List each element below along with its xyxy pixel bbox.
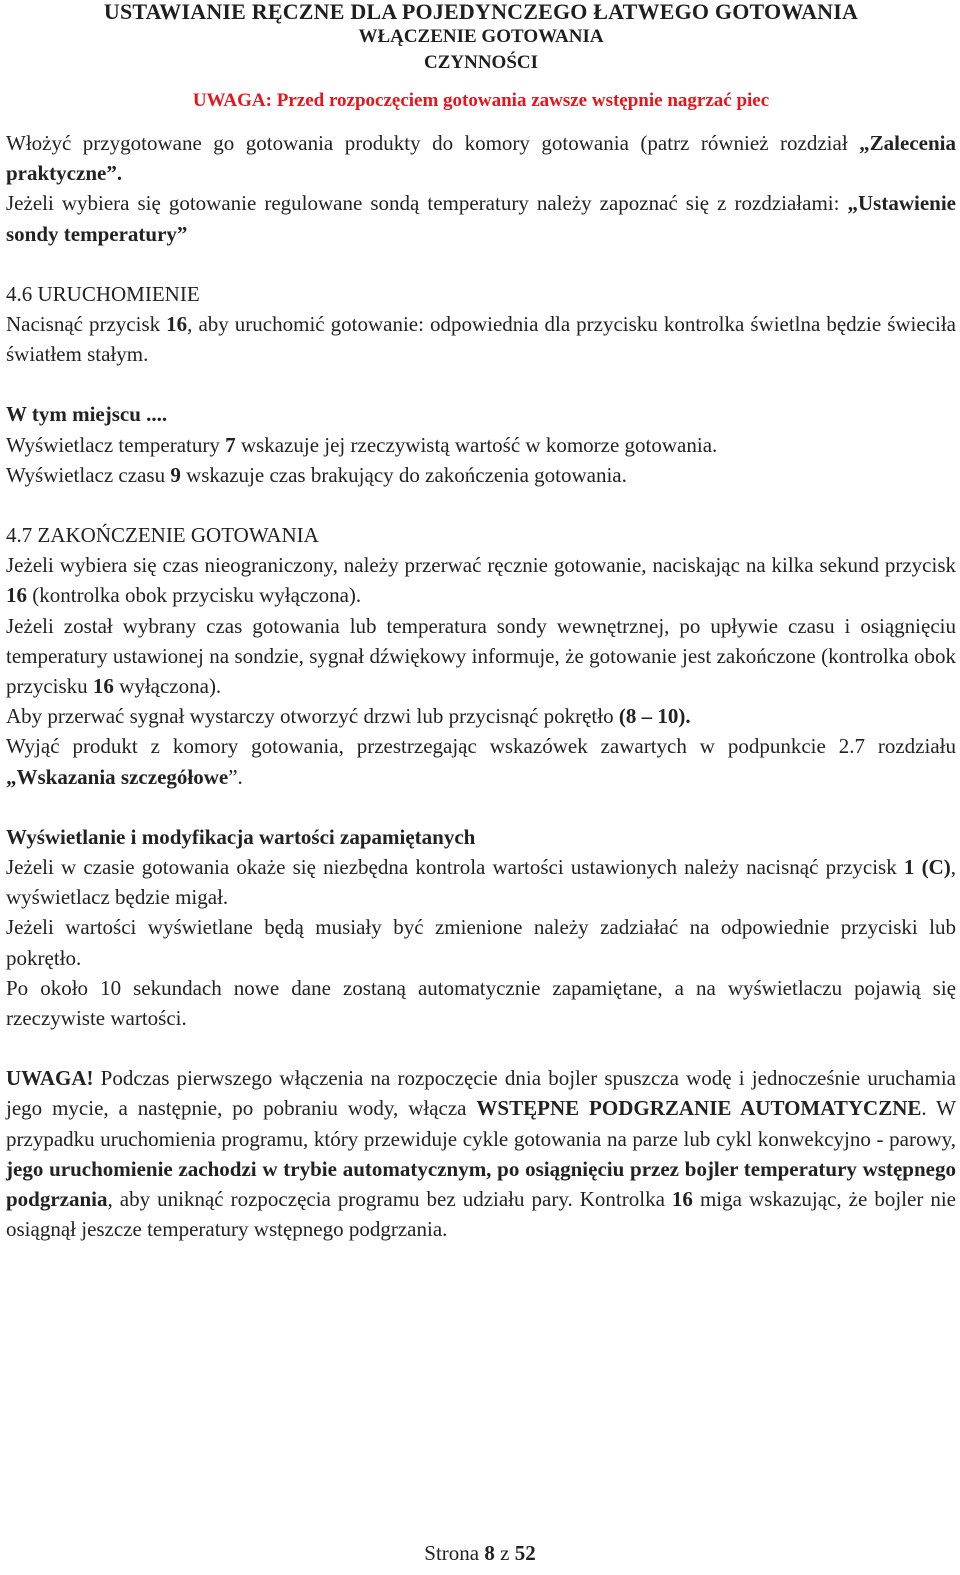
section-4-7-paragraph-4: Wyjąć produkt z komory gotowania, przestrzegając wskazówek zawartych w podpunkcie 2.7 rozdziału „Wskazania szczegółowe”. (6, 734, 956, 789)
w-tym-miejscu-heading: W tym miejscu .... (6, 402, 168, 427)
warning-preheat: UWAGA: Przed rozpoczęciem gotowania zawsze wstępnie nagrzać piec (192, 90, 770, 111)
time-display-line: Wyświetlacz czasu 9 wskazuje czas brakujący do zakończenia gotowania. (6, 462, 627, 487)
display-paragraph-2: Jeżeli wartości wyświetlane będą musiały być zmienione należy zadziałać na odpowiednie przyciski lub pokrętło. (6, 915, 956, 970)
display-paragraph-1: Jeżeli w czasie gotowania okaże się niezbędna kontrola wartości ustawionych należy nacisnąć przycisk 1 (C), wyświetlacz będzie migał. (6, 855, 956, 910)
subtitle-wlaczenie: WŁĄCZENIE GOTOWANIA (358, 26, 604, 47)
page-number-footer: Strona 8 z 52 (424, 1541, 536, 1565)
temperature-display-line: Wyświetlacz temperatury 7 wskazuje jej rzeczywistą wartość w komorze gotowania. (6, 432, 718, 457)
display-section-heading: Wyświetlanie i modyfikacja wartości zapamiętanych (6, 824, 476, 849)
boiler-note-paragraph: UWAGA! Podczas pierwszego włączenia na rozpoczęcie dnia bojler spuszcza wodę i jednocześnie uruchamia jego mycie, a następnie, po pobraniu wody, włącza WSTĘPNE PODGRZANIE AUTOMATYCZNE. W przypadku uruchomienia programu, który przewiduje cykle gotowania na parze lub cykl konwekcyjno - parowy, jego uruchomienie zachodzi w trybie automatycznym, po osiągnięciu przez bojler temperatury wstępnego podgrzania, aby uniknąć rozpoczęcia programu bez udziału pary. Kontrolka 16 miga wskazując, że bojler nie osiągnął jeszcze temperatury wstępnego podgrzania. (6, 1066, 956, 1242)
note-label: UWAGA! (6, 1066, 94, 1091)
section-4-7-heading: 4.7 ZAKOŃCZENIE GOTOWANIA (6, 523, 319, 548)
section-4-7-paragraph-1: Jeżeli wybiera się czas nieograniczony, należy przerwać ręcznie gotowanie, naciskając na kilka sekund przycisk 16 (kontrolka obok przycisku wyłączona). (6, 553, 956, 608)
display-paragraph-3: Po około 10 sekundach nowe dane zostaną automatycznie zapamiętane, a na wyświetlaczu pojawią się rzeczywiste wartości. (6, 975, 956, 1031)
document-title: USTAWIANIE RĘCZNE DLA POJEDYNCZEGO ŁATWEGO GOTOWANIA (103, 0, 859, 24)
section-4-6-heading: 4.6 URUCHOMIENIE (6, 281, 200, 306)
section-4-7-paragraph-2: Jeżeli został wybrany czas gotowania lub temperatura sondy wewnętrznej, po upływie czasu i osiągnięciu temperatury ustawionej na sondzie, sygnał dźwiękowy informuje, że gotowanie jest zakończone (kontrolka obok przycisku 16 wyłączona). (6, 613, 956, 699)
subtitle-czynnosci: CZYNNOŚCI (423, 52, 539, 73)
section-4-6-paragraph: Nacisnąć przycisk 16, aby uruchomić gotowanie: odpowiednia dla przycisku kontrolka świetlna będzie świeciła światłem stałym. (6, 312, 956, 367)
intro-paragraph-2: Jeżeli wybiera się gotowanie regulowane sondą temperatury należy zapoznać się z rozdziałami: „Ustawienie sondy temperatury” (6, 191, 956, 246)
intro-paragraph-1: Włożyć przygotowane go gotowania produkty do komory gotowania (patrz również rozdział „Zalecenia praktyczne”. (6, 131, 956, 186)
document-page (6, 0, 956, 1245)
section-4-7-paragraph-3: Aby przerwać sygnał wystarczy otworzyć drzwi lub przycisnąć pokrętło (8 – 10). (6, 704, 691, 729)
